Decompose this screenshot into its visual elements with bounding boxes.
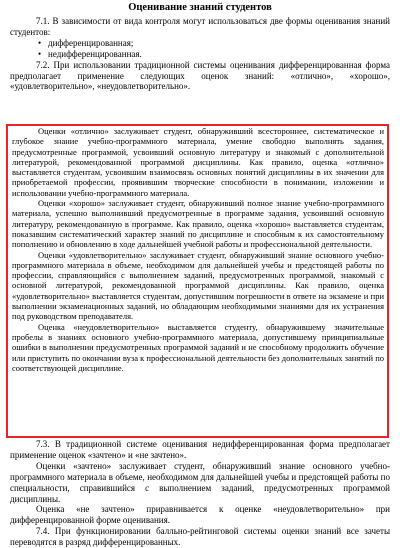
grade-good: Оценки «хорошо» заслуживает студент, обнаруживший полное знание учебно-программного материала, успешно выполнивший предусмотренные в программе задания, усвоивший основную литературу, рекомендованную в программе. Как правило, оценка «хорошо» выставляется студентам, показавшим систематический характер знаний по дисциплине и способным к их самостоятельному пополнению и обновлению в ходе дальнейшей учебной работы и профессиональной деятельности. — [12, 198, 384, 250]
grade-unsatisfactory: Оценка «неудовлетворительно» выставляется студенту, обнаружившему значительные пробелы в знаниях основного учебно-программного материала, допустившему принципиальные ошибки в выполнении предусмотренных программой заданий и не способному продолжить обучение или приступить по окончании вуза к профессиональной деятельности без дополнительных занятий по соответствующей дисциплине. — [12, 321, 384, 373]
section-7-4: 7.4. При функционировании балльно-рейтинговой системы оценки знаний все зачеты переводятся в разряд дифференцированных. — [10, 526, 390, 548]
continuation-block — [10, 439, 390, 548]
list-item: • недифференцированная. — [10, 49, 390, 60]
grade-satisfactory: Оценки «удовлетворительно» заслуживает студент, обнаруживший знание основного учебно-программного материала в объеме, необходимом для дальнейшей учебы и предстоящей работы по профессии, справляющийся с выполнением заданий, предусмотренных программой, знакомый с основной литературой, рекомендованной программой дисциплины. Как правило, оценка «удовлетворительно» выставляется студентам, допустившим погрешности в ответе на экзамене и при выполнении экзаменационных заданий, но обладающим необходимыми знаниями для их устранения под руководством преподавателя. — [12, 249, 384, 322]
intro-block — [10, 16, 390, 92]
section-7-3: 7.3. В традиционной системе оценивания недифференцированная форма предполагает применение оценок «зачтено» и «не зачтено». — [10, 439, 390, 460]
list-item: • дифференцированная; — [10, 38, 390, 49]
forms-list — [10, 38, 390, 60]
document-title: Оценивание знаний студентов — [128, 2, 272, 13]
section-7-2: 7.2. При использовании традиционной системы оценивания дифференцированная форма предполагает применение следующих оценок знаний: «отлично», «хорошо», «удовлетворительно», «неудовлетворительно». — [10, 59, 390, 92]
grade-excellent: Оценки «отлично» заслуживает студент, обнаруживший всестороннее, систематическое и глубокое знание учебно-программного материала, умение свободно выполнять задания, предусмотренные программой, усвоивший основную литературу и знакомый с дополнительной литературой, рекомендованной программой дисциплины. Как правило, оценка «отлично» выставляется студентам, усвоившим взаимосвязь основных понятий дисциплины в их значении для приобретаемой профессии, проявившим творческие способности в понимании, изложении и использовании учебно-программного материала. — [12, 126, 384, 198]
grade-passed: Оценки «зачтено» заслуживает студент, обнаруживший знание основного учебно-программного материала в объеме, необходимом для дальнейшей учебы и предстоящей работы по специальности, справившийся с выполнением заданий, предусмотренных программой дисциплины. — [10, 460, 390, 504]
grade-not-passed: Оценка «не зачтено» приравнивается к оценке «неудовлетворительно» при дифференцированной форме оценивания. — [10, 504, 390, 526]
grade-criteria-highlight — [6, 124, 389, 438]
section-7-1: 7.1. В зависимости от вида контроля могут использоваться две формы оценивания знаний студентов: — [10, 16, 390, 37]
